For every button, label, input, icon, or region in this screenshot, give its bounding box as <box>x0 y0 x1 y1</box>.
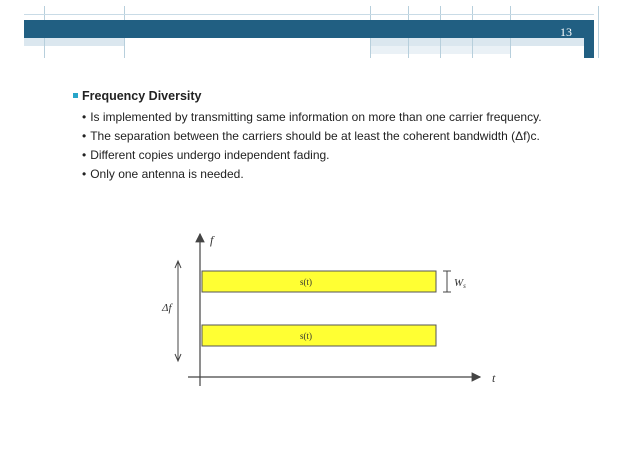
bullet-dot-icon: • <box>82 110 87 124</box>
signal-band-top <box>202 271 436 292</box>
banner-bar <box>24 20 584 38</box>
bullet-item <box>82 128 562 145</box>
banner-bar-end <box>584 20 594 58</box>
section-heading <box>82 89 562 103</box>
f-axis-label: f <box>210 233 214 247</box>
bullet-text: The separation between the carriers should be at least the coherent bandwidth (Δf)c. <box>90 129 540 143</box>
page-number: 13 <box>560 25 572 39</box>
slide-body <box>82 89 562 185</box>
banner-stripe <box>370 38 584 46</box>
bullet-item <box>82 166 562 183</box>
signal-label-bottom: s(t) <box>300 331 312 341</box>
bandwidth-label: Ws <box>454 277 466 290</box>
bullet-dot-icon: • <box>82 129 87 143</box>
signal-band-bottom <box>202 325 436 346</box>
bullet-dot-icon: • <box>82 167 87 181</box>
banner-rule <box>24 14 594 15</box>
banner-divider <box>598 6 599 58</box>
square-bullet-icon <box>73 93 78 98</box>
bullet-item <box>82 109 562 126</box>
bullet-text: Different copies undergo independent fading. <box>90 148 330 162</box>
frequency-diversity-diagram <box>150 226 510 396</box>
banner-stripe <box>24 38 124 46</box>
delta-f-label: Δf <box>162 302 172 314</box>
bullet-dot-icon: • <box>82 148 87 162</box>
signal-label-top: s(t) <box>300 277 312 287</box>
bullet-text: Only one antenna is needed. <box>90 167 244 181</box>
section-heading-text: Frequency Diversity <box>82 89 202 103</box>
t-axis-label: t <box>492 371 496 385</box>
title-banner <box>0 0 638 60</box>
bullet-item <box>82 147 562 164</box>
bullet-text: Is implemented by transmitting same information on more than one carrier frequency. <box>90 110 542 124</box>
